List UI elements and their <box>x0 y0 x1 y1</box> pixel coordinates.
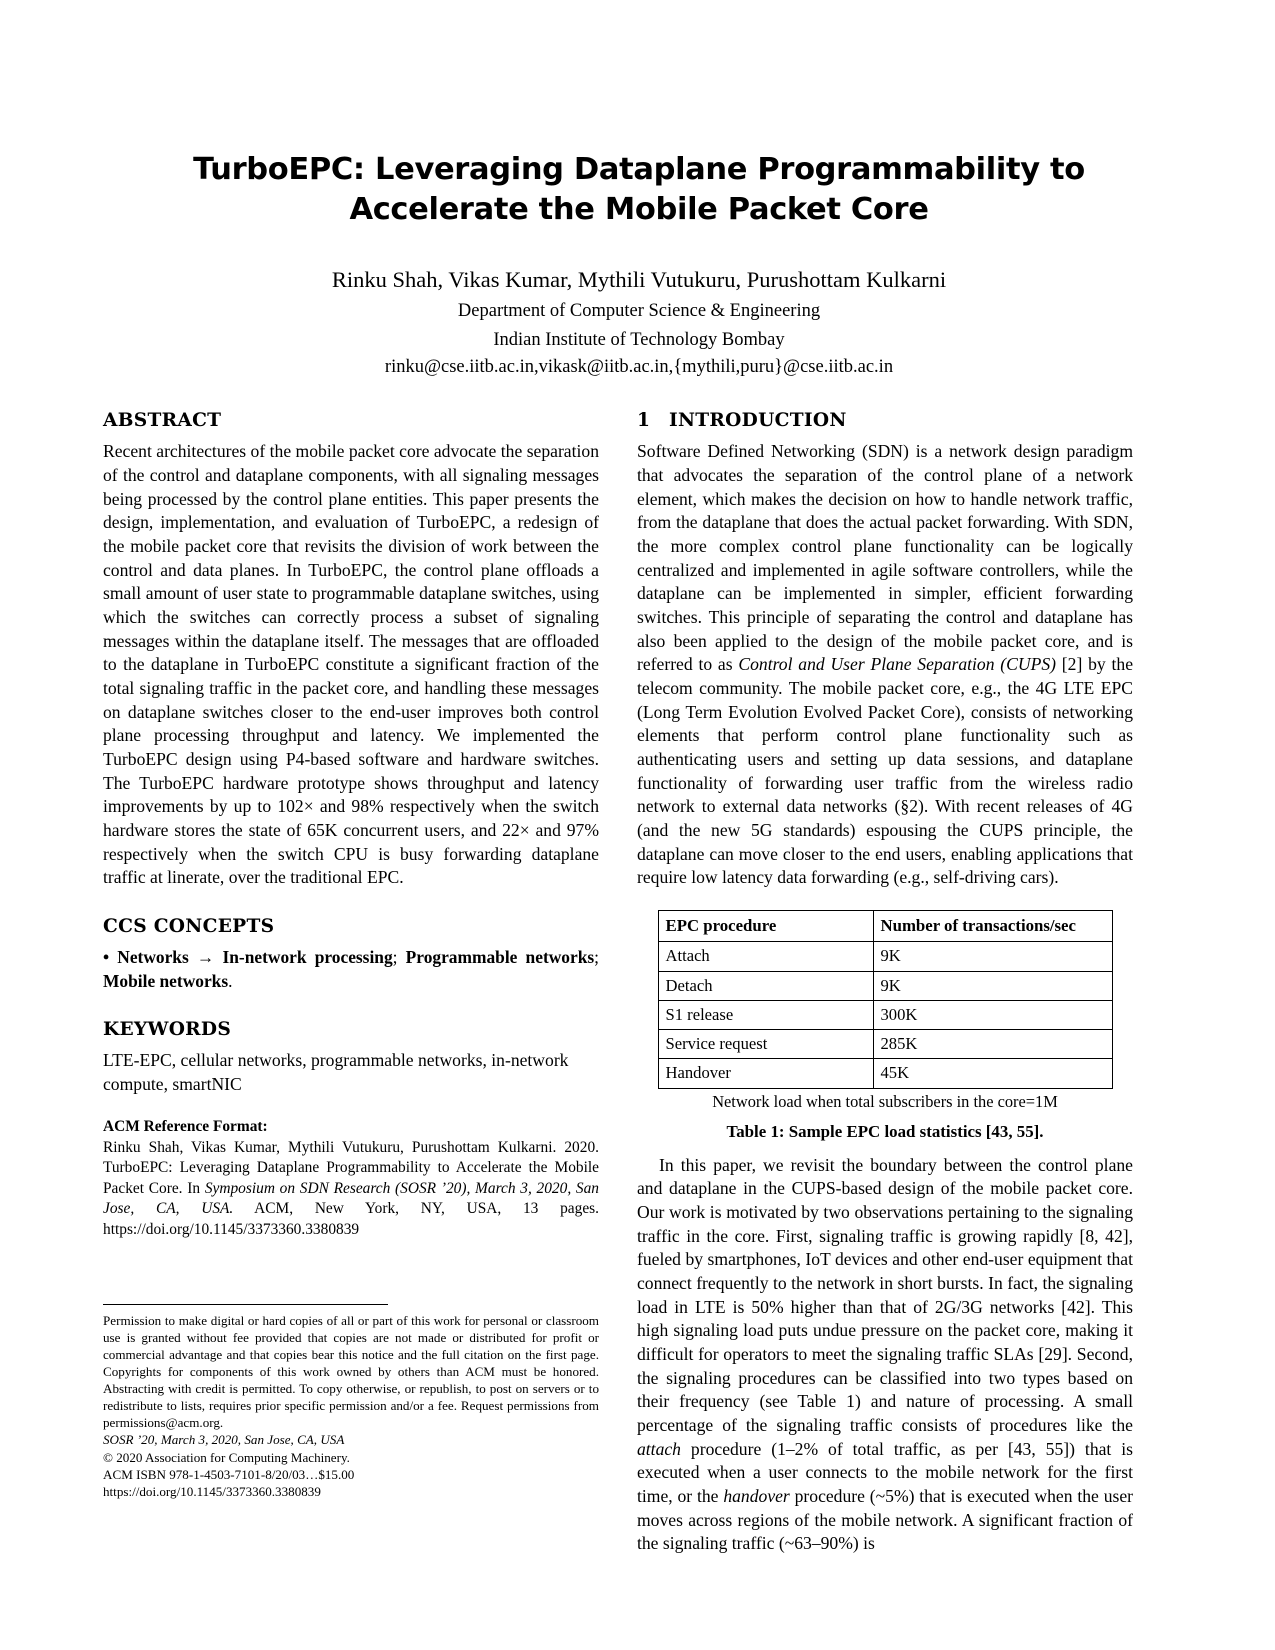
introduction-section-number: 1 <box>637 410 651 432</box>
table-row <box>658 1030 1112 1059</box>
intro-p1-cups-term: Control and User Plane Separation (CUPS) <box>738 654 1057 675</box>
copyright-doi: https://doi.org/10.1145/3373360.3380839 <box>103 1484 321 1500</box>
epc-load-table <box>658 910 1113 1089</box>
intro-p1-part2: [2] by the telecom community. The mobile packet core, e.g., the 4G LTE EPC (Long Term Evolution Evolved Packet Core), consists of networking elements that perform control plane functionality such as authenticating users and setting up data sessions, and dataplane functionality of forwarding user traffic from the wireless radio network to external data networks (§2). With recent releases of 4G (and the new 5G standards) espousing the CUPS principle, the dataplane can move closer to the end users, enabling applications that require low latency data forwarding (e.g., self-driving cars). <box>637 654 1133 888</box>
ccs-period: . <box>228 970 233 991</box>
copyright-conference: SOSR ’20, March 3, 2020, San Jose, CA, USA <box>103 1432 345 1448</box>
spacer <box>637 1143 1133 1154</box>
spacer <box>103 1097 599 1117</box>
table-cell-procedure: Service request <box>658 1030 873 1059</box>
acm-reference-text <box>103 1138 599 1240</box>
spacer <box>103 993 599 1019</box>
ccs-item-programmable-networks: Programmable networks <box>405 947 595 968</box>
table-cell-procedure: S1 release <box>658 1000 873 1029</box>
affiliation-department: Department of Computer Science & Engineering <box>457 300 821 321</box>
introduction-heading <box>637 410 1133 432</box>
abstract-text: Recent architectures of the mobile packet core advocate the separation of the control and dataplane components, with all signaling messages being processed by the control plane entities. This paper presents the design, implementation, and evaluation of TurboEPC, a redesign of the mobile packet core that revisits the division of work between the control and data planes. In TurboEPC, the control plane offloads a small amount of user state to programmable dataplane switches, using which the switches can correctly process a subset of signaling messages within the dataplane itself. The messages that are offloaded to the dataplane in TurboEPC constitute a significant fraction of the total signaling traffic in the packet core, and handling these messages on dataplane switches closer to the end-user improves both control plane processing throughput and latency. We implemented the TurboEPC design using P4-based software and hardware switches. The TurboEPC hardware prototype shows throughput and latency improvements by up to 102× and 98% respectively when the switch hardware stores the state of 65K concurrent users, and 22× and 97% respectively when the switch CPU is busy forwarding dataplane traffic at linerate, over the traditional EPC. <box>103 441 599 888</box>
copyright-block <box>103 1304 599 1501</box>
table-cell-value: 285K <box>873 1030 1112 1059</box>
keywords-heading: KEYWORDS <box>103 1018 232 1040</box>
ccs-concepts-heading: CCS CONCEPTS <box>103 915 275 937</box>
left-column <box>103 410 599 1501</box>
abstract-heading: ABSTRACT <box>103 410 222 432</box>
author-list: Rinku Shah, Vikas Kumar, Mythili Vutukuru, Purushottam Kulkarni <box>331 267 947 293</box>
table-1-container <box>637 910 1133 1143</box>
intro-p2-part3: procedure (~5%) that is executed when the user moves across regions of the mobile network. A significant fraction of the signaling traffic (~63–90%) is <box>637 1486 1134 1554</box>
acm-reference-heading: ACM Reference Format: <box>103 1117 268 1135</box>
author-emails: rinku@cse.iitb.ac.in,vikask@iitb.ac.in,{mythili,puru}@cse.iitb.ac.in <box>384 356 894 377</box>
table-cell-procedure: Detach <box>658 971 873 1000</box>
acm-reference-part2: ACM, New York, NY, USA, 13 pages. https://doi.org/10.1145/3373360.3380839 <box>103 1200 599 1238</box>
keywords-text: LTE-EPC, cellular networks, programmable networks, in-network compute, smartNIC <box>103 1050 569 1094</box>
intro-p2-attach-term: attach <box>637 1438 681 1459</box>
introduction-paragraph-2 <box>637 1154 1133 1556</box>
ccs-concepts-text <box>103 946 599 993</box>
table-header-row <box>658 910 1112 942</box>
spacer <box>103 890 599 916</box>
ccs-separator-1: ; <box>392 947 398 968</box>
table-body <box>658 942 1112 1088</box>
table-cell-value: 45K <box>873 1059 1112 1088</box>
ccs-item-mobile-networks: Mobile networks <box>103 970 229 991</box>
copyright-owner: © 2020 Association for Computing Machinery. <box>103 1449 350 1465</box>
intro-p2-part1: In this paper, we revisit the boundary between the control plane and dataplane in the CUPS-based design of the mobile packet core. Our work is motivated by two observations pertaining to the signaling traffic in the core. First, signaling traffic is growing rapidly [8, 42], fueled by smartphones, IoT devices and other end-user equipment that connect frequently to the network in short bursts. In fact, the signaling load in LTE is 50% higher than that of 2G/3G networks [42]. This high signaling load puts undue pressure on the packet core, making it difficult for operators to meet the signaling traffic SLAs [29]. Second, the signaling procedures can be classified into two types based on their frequency (see Table 1) and nature of processing. A small percentage of the signaling traffic consists of procedures like the <box>637 1154 1133 1436</box>
ccs-separator-2: ; <box>594 947 599 968</box>
introduction-paragraph-1 <box>637 440 1133 889</box>
intro-p2-part2: procedure (1–2% of total traffic, as per [43, 55]) that is executed when a user connects to the mobile network for the first time, or the <box>637 1438 1133 1507</box>
intro-p1-part1: Software Defined Networking (SDN) is a network design paradigm that advocates the separation of the control plane of a network element, which makes the decision on how to handle network traffic, from the dataplane that does the actual packet forwarding. With SDN, the more complex control plane functionality can be logically centralized and implemented in agile software controllers, while the dataplane can be implemented in simpler, efficient forwarding switches. This principle of separating the control and dataplane has also been applied to the design of the mobile packet core, and is referred to as <box>637 441 1133 675</box>
ccs-item-networks: Networks <box>117 947 189 968</box>
table-header-cell-procedure: EPC procedure <box>658 910 873 942</box>
table-cell-procedure: Handover <box>658 1059 873 1088</box>
table-cell-procedure: Attach <box>658 942 873 971</box>
intro-p2-handover-term: handover <box>723 1486 790 1507</box>
title-block <box>103 150 1175 380</box>
ccs-arrow-icon: → <box>196 947 215 968</box>
table-row <box>658 942 1112 971</box>
table-1-note: Network load when total subscribers in the core=1M <box>712 1091 1058 1111</box>
table-cell-value: 9K <box>873 942 1112 971</box>
table-cell-value: 9K <box>873 971 1112 1000</box>
copyright-isbn: ACM ISBN 978-1-4503-7101-8/20/03…$15.00 <box>103 1466 355 1482</box>
table-row <box>658 1000 1112 1029</box>
page-title: TurboEPC: Leveraging Dataplane Programmability to Accelerate the Mobile Packet Core <box>193 152 1085 227</box>
affiliation-institution: Indian Institute of Technology Bombay <box>493 330 785 351</box>
two-column-body <box>103 410 1175 1556</box>
table-row <box>658 1059 1112 1088</box>
copyright-divider <box>103 1304 388 1305</box>
right-column <box>637 410 1133 1556</box>
table-cell-value: 300K <box>873 1000 1112 1029</box>
table-1-caption: Table 1: Sample EPC load statistics [43, 55]. <box>726 1121 1044 1141</box>
ccs-item-in-network-processing: In-network processing <box>222 947 393 968</box>
table-header-cell-transactions: Number of transactions/sec <box>873 910 1112 942</box>
introduction-heading-label: INTRODUCTION <box>669 410 847 432</box>
copyright-permission-text: Permission to make digital or hard copies of all or part of this work for personal or classroom use is granted without fee provided that copies are not made or distributed for profit or commercial advantage and that copies bear this notice and the full citation on the first page. Copyrights for components of this work owned by others than ACM must be honored. Abstracting with credit is permitted. To copy otherwise, or republish, to post on servers or to redistribute to lists, requires prior specific permission and/or a fee. Request permissions from permissions@acm.org. <box>103 1313 599 1431</box>
table-row <box>658 971 1112 1000</box>
table-header <box>658 910 1112 942</box>
acm-reference-part1: Rinku Shah, Vikas Kumar, Mythili Vutukuru, Purushottam Kulkarni. 2020. TurboEPC: Leveraging Dataplane Programmability to Accelerate the Mobile Packet Core. In <box>103 1138 599 1197</box>
acm-reference-venue: Symposium on SDN Research (SOSR ’20), March 3, 2020, San Jose, CA, USA. <box>103 1179 599 1218</box>
ccs-bullet: • <box>103 947 110 968</box>
